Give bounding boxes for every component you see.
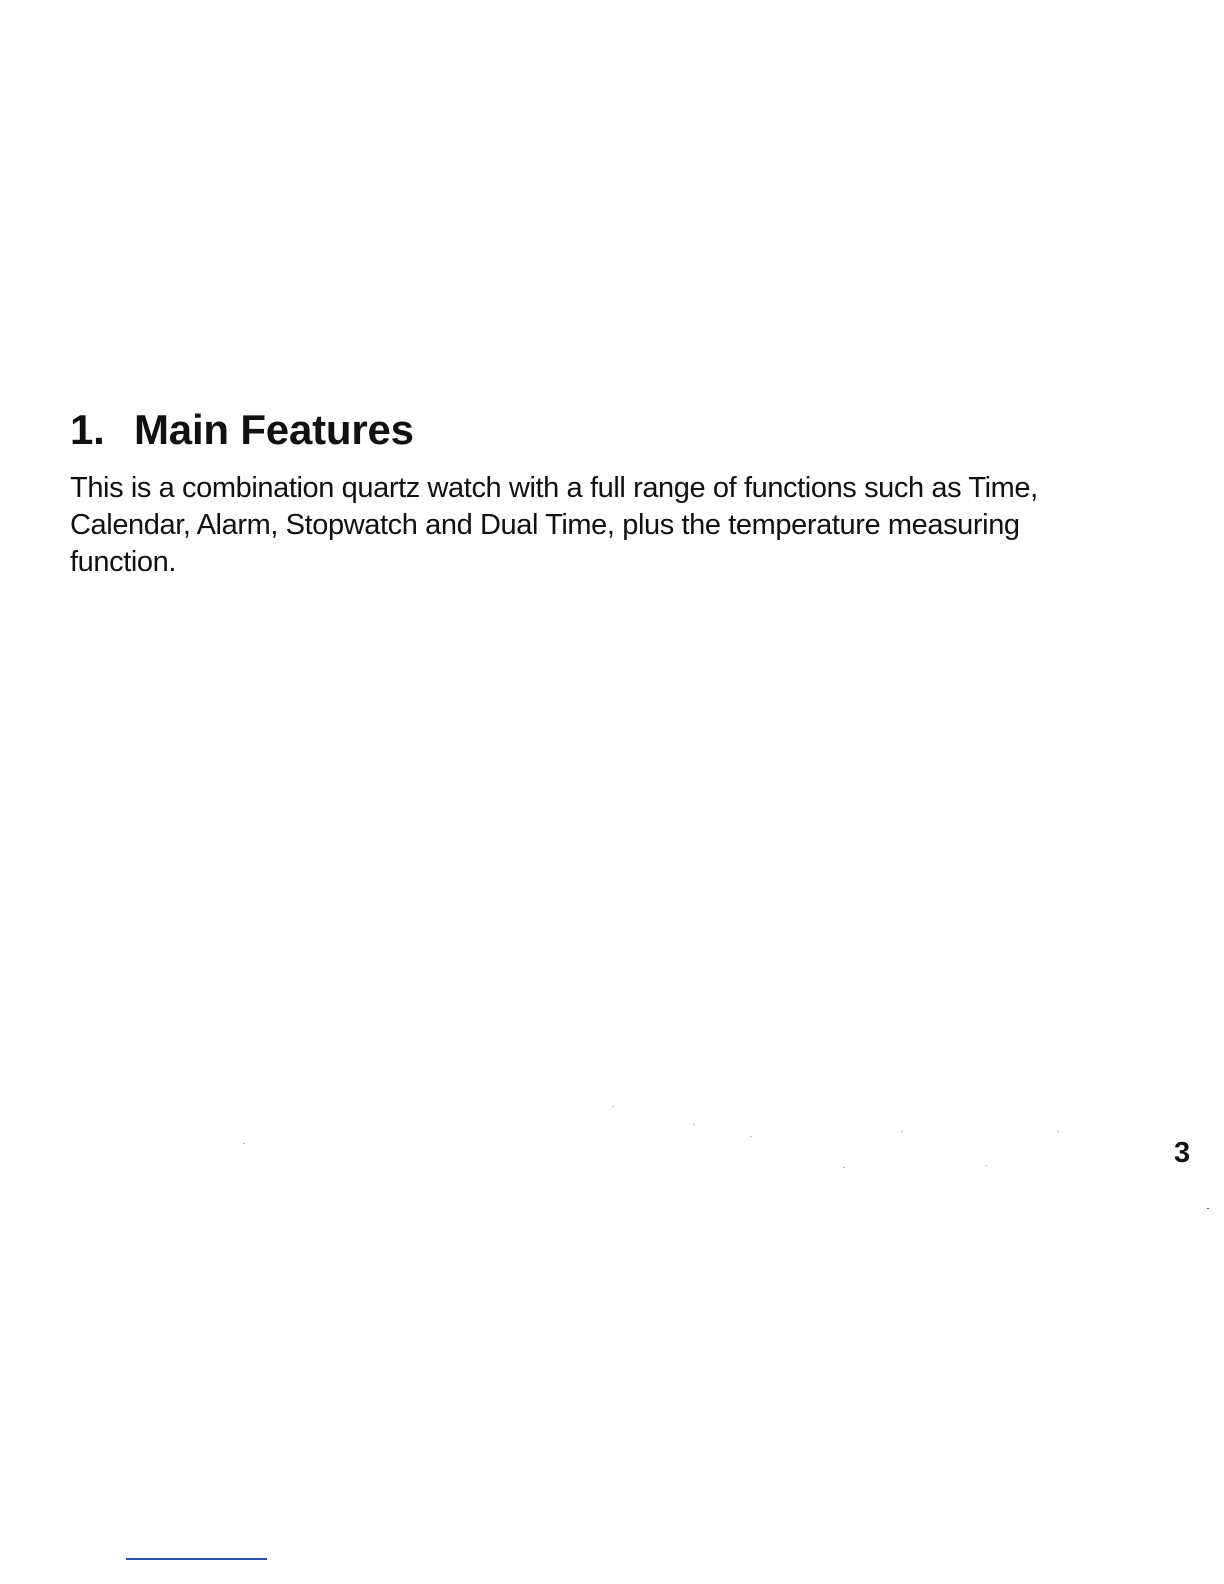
page-number: 3 [1174,1137,1191,1169]
footer-rule [126,1558,267,1560]
scan-speck [693,1124,695,1125]
scan-speck [612,1106,614,1107]
body-line-1: This is a combination quartz watch with a full range of functions such as Time, [70,472,1038,504]
body-paragraph [70,470,1160,581]
scan-speck [901,1131,903,1132]
body-line-2: Calendar, Alarm, Stopwatch and Dual Time, plus the temperature measuring [70,509,1020,541]
section-heading [70,402,414,458]
scan-speck [243,1143,245,1144]
scan-speck [1207,1208,1209,1209]
body-line-3: function. [70,546,177,578]
scan-speck [1057,1131,1059,1132]
section-number: 1. [70,406,105,453]
scan-speck [843,1167,845,1168]
scan-speck [985,1165,987,1166]
section-title: Main Features [134,406,414,453]
scan-speck [750,1136,752,1137]
